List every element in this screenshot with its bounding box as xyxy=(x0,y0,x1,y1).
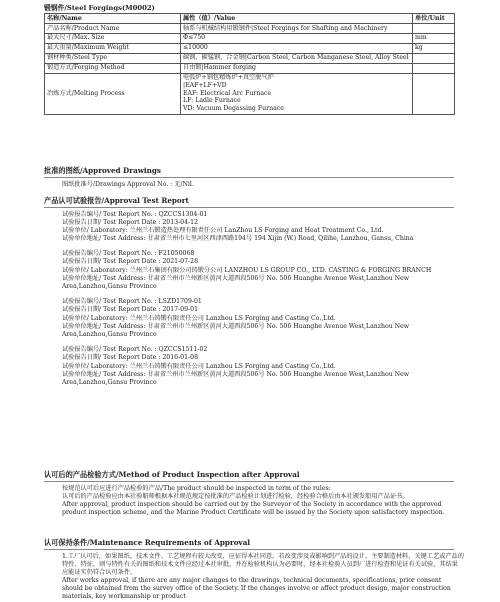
document-title: 锻钢件/Steel Forgings(M0002) xyxy=(44,4,155,12)
inspection-paragraph: 认可后的产品检验应由本社验船师根据本社规范规定按批准的产品检验计划进行检验，经检验合格后由本社颁发船用产品证书。 xyxy=(62,492,409,500)
row-value: Φ≤750 xyxy=(181,33,413,43)
table-row xyxy=(45,33,455,43)
inspection-section xyxy=(44,470,464,517)
melting-line: 电弧炉+钢包精炼炉+真空脱气炉 xyxy=(183,74,274,82)
test-report xyxy=(62,250,464,291)
test-report xyxy=(62,346,464,387)
row-unit xyxy=(413,73,455,114)
report-lab: 试验单位/ Laboratory: 兰州兰石铸锻有限责任公司 Lanzhou LS Forging and Casting Co.,Ltd. xyxy=(62,314,336,322)
table-header-row xyxy=(45,14,455,24)
header-value: 属性（值）/Value xyxy=(181,14,413,24)
maintenance-section xyxy=(44,538,464,602)
table-row xyxy=(45,53,455,63)
report-no: 试验报告编号/ Test Report No. : LSZD1709-01 xyxy=(62,298,202,306)
report-address: 试验单位地址/ Test Address: 甘肃省兰州市七里河区西津西路194号 194 Xijin (W.) Road, Qilihe, Lanzhou, Gansu, China xyxy=(62,235,414,243)
report-lab: 试验单位/ Laboratory: 兰州兰石锻造热处理有限责任公司 LanZhou LS Forging and Heat Treatment Co., Ltd. xyxy=(62,226,384,234)
row-value-melting xyxy=(181,73,413,114)
table-row xyxy=(45,23,455,33)
approved-drawings-section xyxy=(44,166,464,189)
report-lab: 试验单位/ Laboratory: 兰州兰石铸锻有限责任公司 Lanzhou LS Forging and Casting Co.,Ltd. xyxy=(62,362,336,370)
table-row xyxy=(45,63,455,73)
spec-table xyxy=(44,13,455,115)
section-heading: 批准的图纸/Approved Drawings xyxy=(44,166,454,178)
inspection-paragraph: 按规范认可后应进行产品检验的产品/The product should be inspected in term of the rules: xyxy=(62,484,331,492)
row-name: 冶炼方式/Melting Process xyxy=(45,73,181,114)
report-date: 试验报告日期/ Test Report Date : 2017-09-01 xyxy=(62,306,199,314)
drawings-approval-text: 图纸批准号/Drawings Approval No. : 无/Nil. xyxy=(62,180,194,188)
report-lab: 试验单位/ Laboratory: 兰州兰石集团有限公司铸锻分公司 LANZHOU LS GROUP CO., LTD. CASTING & FORGING BRANCH xyxy=(62,266,432,274)
report-date: 试验报告日期/ Test Report Date : 2013-04-12 xyxy=(62,218,199,226)
row-value: 碳钢、碳锰钢、合金钢|Carbon Steel, Carbon Manganese Steel, Alloy Steel xyxy=(181,53,413,63)
test-report xyxy=(62,211,464,244)
test-report xyxy=(62,298,464,339)
row-name: 锻造方式/Forging Method xyxy=(45,63,181,73)
melting-line: VD: Vacuum Degassing Furnace xyxy=(183,105,284,113)
maintenance-paragraph: After works approval, if there are any major changes to the drawings, technical documents, specifications, prior consent should be obtained from the survey office of the Society. If the changes involve or affect product design, major construction materials, key workmanship or product xyxy=(62,577,451,601)
approval-test-section xyxy=(44,196,464,394)
section-heading: 产品认可试验报告/Approval Test Report xyxy=(44,196,454,208)
row-unit xyxy=(413,23,455,33)
report-no: 试验报告编号/ Test Report No. : QZCCS1304-01 xyxy=(62,210,208,218)
table-row xyxy=(45,43,455,53)
table-row-melting xyxy=(45,73,455,114)
row-value: ≤10000 xyxy=(181,43,413,53)
row-name: 最大重量/Maximum Weight xyxy=(45,43,181,53)
melting-line: LF: Ladle Furnace xyxy=(183,97,241,105)
row-name: 钢材种类/Steel Type xyxy=(45,53,181,63)
header-name: 名称/Name xyxy=(45,14,181,24)
melting-line: EAF: Electrical Arc Furnace xyxy=(183,89,272,97)
report-date: 试验报告日期/ Test Report Date : 2016-01-08 xyxy=(62,354,199,362)
section-heading: 认可后的产品检验方式/Method of Product Inspection after Approval xyxy=(44,470,454,482)
maintenance-paragraph: 1.工厂认可后，如果图纸、技术文件、工艺规程有较大改变，应征得本社同意。若改变涉及或影响到产品的设计、主要制造材料、关键工艺或产品的特性、特征，则与特性有关的图纸和技术文件应经过本社审批，并在检验机构认为必要时，经本社检验人员到厂进行检查和见证有关试验，其结果应能证实仍符合认可条件。 xyxy=(62,552,464,576)
report-no: 试验报告编号/ Test Report No. : F21050068 xyxy=(62,250,195,258)
row-name: 产品名称/Product Name xyxy=(45,23,181,33)
row-value: 轴系与机械结构用锻钢件|Steel Forgings for Shafting and Machinery xyxy=(181,23,413,33)
row-unit: mm xyxy=(413,33,455,43)
inspection-paragraph: After approval, product inspection should be carried out by the Surveyor of the Society in accordance with the approved product inspection scheme, and the Marine Product Certificate will be issued by the Society upon satisfactory inspection. xyxy=(62,500,445,517)
row-unit xyxy=(413,63,455,73)
row-unit: kg xyxy=(413,43,455,53)
report-address: 试验单位地址/ Test Address: 甘肃省兰州市兰州新区黄河大道西段506号 No. 506 Huanghe Avenue West,Lanzhou New Area,Lanzhou,Gansu Province xyxy=(62,322,410,338)
row-name: 最大尺寸/Max. Size xyxy=(45,33,181,43)
row-unit xyxy=(413,53,455,63)
row-value: 自由锻|Hammer forging xyxy=(181,63,413,73)
header-unit: 单位/Unit xyxy=(413,14,455,24)
report-address: 试验单位地址/ Test Address: 甘肃省兰州市兰州新区黄河大道西段506号 No. 506 Huanghe Avenue West,Lanzhou New Area,Lanzhou,Gansu Province xyxy=(62,370,410,386)
report-date: 试验报告日期/ Test Report Date : 2021-07-28 xyxy=(62,258,199,266)
report-address: 试验单位地址/ Test Address: 甘肃省兰州市兰州新区黄河大道西段506号 No. 506 Huanghe Avenue West,Lanzhou New Area,Lanzhou,Gansu Province xyxy=(62,274,410,290)
report-no: 试验报告编号/ Test Report No. : QZCCS1511-02 xyxy=(62,346,208,354)
melting-line: |EAF+LF+VD xyxy=(183,81,227,89)
section-heading: 认可保持条件/Maintenance Requirements of Approval xyxy=(44,538,454,550)
